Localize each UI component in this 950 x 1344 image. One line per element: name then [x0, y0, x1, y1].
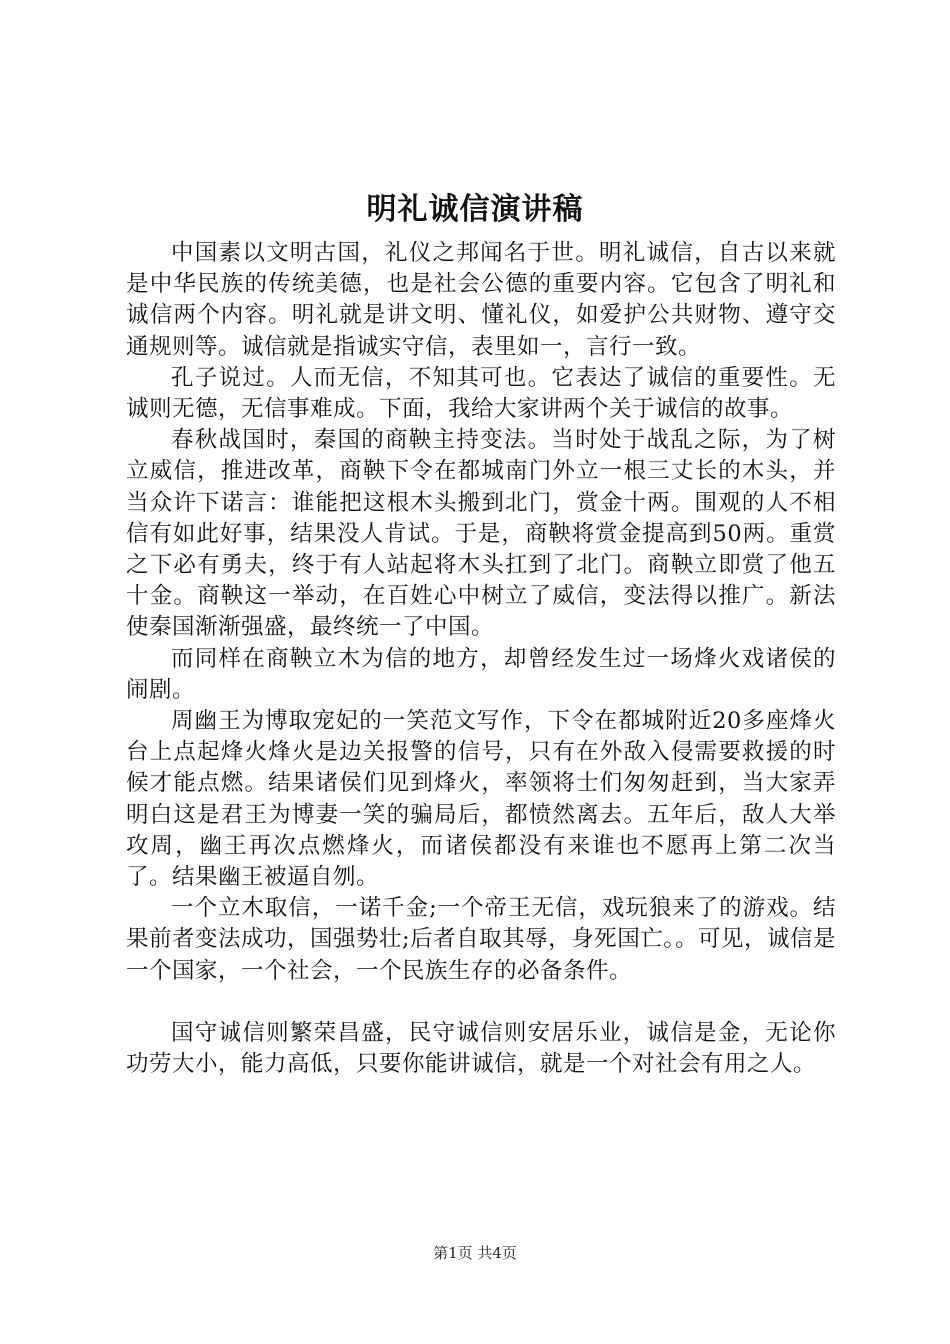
paragraph-confucius: 孔子说过。人而无信，不知其可也。它表达了诚信的重要性。无诚则无德，无信事难成。下面，我给大家讲两个关于诚信的故事。: [126, 364, 836, 423]
paragraph-king-you: 周幽王为博取宠妃的一笑范文写作，下令在都城附近20多座烽火台上点起烽火烽火是边关报警的信号，只有在外敌入侵需要救援的时候才能点燃。结果诸侯们见到烽火，率领将士们匆匆赶到，当大家弄明白这是君王为博妻一笑的骗局后，都愤然离去。五年后，敌人大举攻周，幽王再次点燃烽火，而诸侯都没有来谁也不愿再上第二次当了。结果幽王被逼自刎。: [126, 708, 836, 891]
paragraph-intro: 中国素以文明古国，礼仪之邦闻名于世。明礼诚信，自古以来就是中华民族的传统美德，也是社会公德的重要内容。它包含了明礼和诚信两个内容。明礼就是讲文明、懂礼仪，如爱护公共财物、遵守交通规则等。诚信就是指诚实守信，表里如一，言行一致。: [126, 240, 836, 360]
paragraph-shang-yang: 春秋战国时，秦国的商鞅主持变法。当时处于战乱之际，为了树立威信，推进改革，商鞅下令在都城南门外立一根三丈长的木头，并当众许下诺言：谁能把这根木头搬到北门，赏金十两。围观的人不相信有如此好事，结果没人肯试。于是，商鞅将赏金提高到50两。重赏之下必有勇夫，终于有人站起将木头扛到了北门。商鞅立即赏了他五十金。商鞅这一举动，在百姓心中树立了威信，变法得以推广。新法使秦国渐渐强盛，最终统一了中国。: [126, 427, 836, 641]
page-number: 第1页 共4页: [433, 1244, 517, 1262]
document-title: 明礼诚信演讲稿: [366, 192, 584, 227]
document-body: [126, 238, 836, 1080]
paragraph-comparison: 一个立木取信，一诺千金;一个帝王无信，戏玩狼来了的游戏。结果前者变法成功，国强势壮;后者自取其辱，身死国亡。。可见，诚信是一个国家，一个社会，一个民族生存的必备条件。: [126, 895, 836, 984]
paragraph-beacon-intro: 而同样在商鞅立木为信的地方，却曾经发生过一场烽火戏诸侯的闹剧。: [126, 645, 836, 703]
paragraph-conclusion: 国守诚信则繁荣昌盛，民守诚信则安居乐业，诚信是金，无论你功劳大小，能力高低，只要你能讲诚信，就是一个对社会有用之人。: [126, 1019, 836, 1078]
